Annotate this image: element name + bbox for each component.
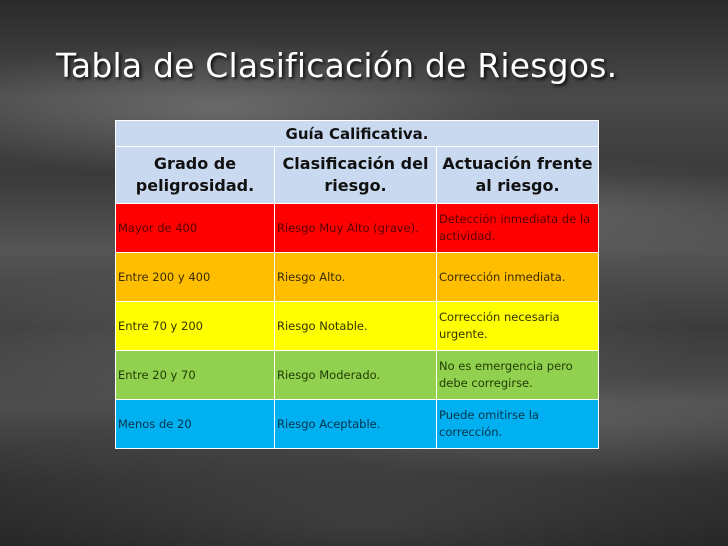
cell-grado: Entre 20 y 70: [116, 351, 275, 400]
cell-clasificacion: Riesgo Aceptable.: [275, 400, 437, 449]
cell-actuacion: Corrección necesaria urgente.: [437, 302, 599, 351]
cell-clasificacion: Riesgo Alto.: [275, 253, 437, 302]
header-grado: Grado de peligrosidad.: [116, 147, 275, 204]
cell-grado: Entre 70 y 200: [116, 302, 275, 351]
cell-actuacion: No es emergencia pero debe corregirse.: [437, 351, 599, 400]
cell-grado: Entre 200 y 400: [116, 253, 275, 302]
cell-grado: Mayor de 400: [116, 204, 275, 253]
table-row: [116, 253, 599, 302]
cell-actuacion: Detección inmediata de la actividad.: [437, 204, 599, 253]
slide-title: Tabla de Clasificación de Riesgos.: [56, 46, 618, 85]
cell-grado: Menos de 20: [116, 400, 275, 449]
cell-clasificacion: Riesgo Muy Alto (grave).: [275, 204, 437, 253]
cell-actuacion: Puede omitirse la corrección.: [437, 400, 599, 449]
cell-clasificacion: Riesgo Notable.: [275, 302, 437, 351]
table-header-row: [116, 147, 599, 204]
table-row: [116, 351, 599, 400]
risk-classification-table: [115, 120, 599, 449]
table-row: [116, 400, 599, 449]
table-row: [116, 204, 599, 253]
header-clasificacion: Clasificación del riesgo.: [275, 147, 437, 204]
cell-actuacion: Corrección inmediata.: [437, 253, 599, 302]
table-row: [116, 302, 599, 351]
cell-clasificacion: Riesgo Moderado.: [275, 351, 437, 400]
table-caption-row: [116, 121, 599, 147]
table-caption: Guía Calificativa.: [116, 121, 599, 147]
header-actuacion: Actuación frente al riesgo.: [437, 147, 599, 204]
